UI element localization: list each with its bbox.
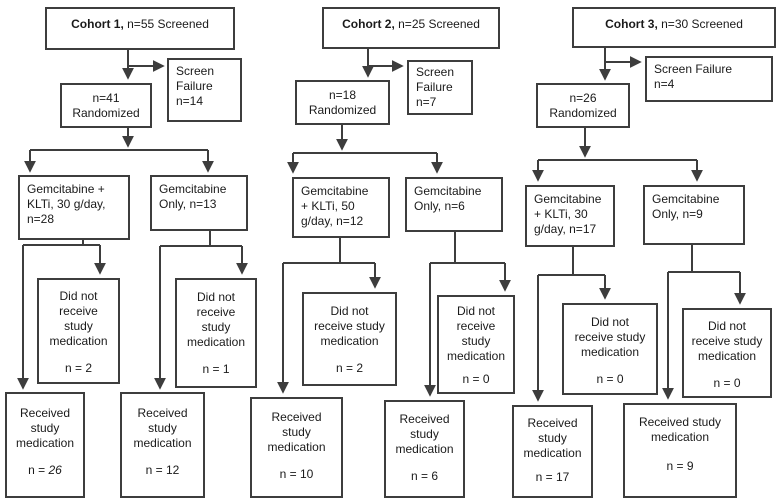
text-line: receive study bbox=[314, 319, 385, 333]
text-line: receive bbox=[59, 304, 98, 318]
text-line: Did not bbox=[590, 315, 630, 329]
text-line: medication bbox=[186, 335, 246, 349]
n-count: n = 12 bbox=[145, 463, 180, 477]
cohort1-screened-box bbox=[45, 7, 235, 50]
n-count: n = 10 bbox=[279, 467, 314, 481]
text-line: g/day, n=17 bbox=[534, 222, 597, 236]
cohort1-randomized-box bbox=[60, 83, 152, 128]
text-line: Gemcitabine bbox=[652, 192, 720, 206]
cohort2-screened-count: n=25 Screened bbox=[394, 17, 480, 31]
cohort1-arm-gem-only-box bbox=[150, 175, 248, 231]
text-line: Did not bbox=[330, 304, 369, 318]
text-line: receive bbox=[196, 305, 236, 319]
text-line: receive study bbox=[574, 330, 646, 344]
cohort3-screened-count: n=30 Screened bbox=[657, 17, 743, 31]
text-line: medication bbox=[133, 436, 192, 450]
text-line: medication bbox=[395, 442, 454, 456]
n-count: n = 6 bbox=[410, 469, 439, 483]
text-line: medication bbox=[15, 436, 75, 450]
cohort2-randomized-box bbox=[295, 80, 390, 125]
text-line: Gemcitabine bbox=[414, 184, 482, 198]
text-line: Received bbox=[271, 410, 322, 424]
text-line: medication bbox=[446, 349, 506, 363]
text-line: medication bbox=[523, 446, 582, 460]
text-line: Did not bbox=[196, 290, 236, 304]
cohort2-label: Cohort 2, bbox=[342, 17, 395, 31]
text-line: Gemcitabine + bbox=[27, 182, 105, 196]
text-line: Received bbox=[19, 406, 71, 420]
text-line: n=41 bbox=[92, 91, 120, 105]
text-line: + KLTi, 50 bbox=[301, 199, 355, 213]
n-count: n = 0 bbox=[713, 376, 741, 390]
text-line: Did not bbox=[59, 289, 98, 303]
text-line: Screen bbox=[416, 65, 455, 79]
text-line: Failure bbox=[176, 79, 213, 93]
cohort1-dosed-klti-box bbox=[5, 392, 85, 498]
n-count: n = 2 bbox=[335, 361, 364, 375]
text-line: Gemcitabine bbox=[301, 184, 369, 198]
n-count: n = 0 bbox=[596, 372, 624, 386]
cohort3-label: Cohort 3, bbox=[605, 17, 658, 31]
n-count: n = 17 bbox=[535, 470, 570, 484]
cohort1-dosed-gem-box bbox=[120, 392, 205, 498]
cohort2-not-dosed-gem-box bbox=[437, 295, 515, 394]
text-line: Received bbox=[137, 406, 188, 420]
n-count: n = 1 bbox=[202, 362, 230, 376]
text-line: Gemcitabine bbox=[534, 192, 602, 206]
text-line: n=28 bbox=[27, 212, 55, 226]
text-line: n=4 bbox=[654, 77, 675, 91]
n-count: n = 2 bbox=[64, 361, 93, 375]
text-line: Failure bbox=[416, 80, 453, 94]
text-line: medication bbox=[650, 430, 710, 444]
cohort3-dosed-klti-box bbox=[512, 405, 593, 498]
cohort1-not-dosed-klti-box bbox=[37, 278, 120, 384]
n-value-italic: 26 bbox=[48, 463, 62, 477]
text-line: n=14 bbox=[176, 94, 204, 108]
cohort3-screened-box bbox=[572, 7, 776, 48]
cohort2-screened-box bbox=[322, 7, 500, 49]
cohort3-dosed-gem-box bbox=[623, 403, 737, 498]
text-line: medication bbox=[697, 349, 757, 363]
cohort2-screen-failure-box bbox=[407, 60, 473, 115]
text-line: study bbox=[201, 320, 231, 334]
cohort3-arm-gem-klti-box bbox=[525, 185, 615, 247]
text-line: Screen bbox=[176, 64, 215, 78]
text-line: Received bbox=[399, 412, 450, 426]
text-line: Randomized bbox=[308, 103, 377, 117]
text-line: + KLTi, 30 bbox=[534, 207, 588, 221]
cohort2-dosed-klti-box bbox=[250, 397, 343, 498]
text-line: Screen Failure bbox=[654, 62, 733, 76]
text-line: study bbox=[282, 425, 311, 439]
text-line: KLTi, 30 g/day, bbox=[27, 197, 106, 211]
text-line: medication bbox=[49, 334, 108, 348]
n-count: n = 9 bbox=[666, 459, 694, 473]
text-line: n=18 bbox=[328, 88, 357, 102]
n-count: n = 0 bbox=[462, 372, 490, 386]
text-line: medication bbox=[267, 440, 326, 454]
text-line: study bbox=[30, 421, 60, 435]
n-count bbox=[9, 463, 81, 478]
text-line: Did not bbox=[707, 319, 747, 333]
n-label: n = bbox=[28, 463, 49, 477]
text-line: study bbox=[538, 431, 567, 445]
cohort2-screened-text bbox=[326, 17, 496, 32]
cohort3-arm-gem-only-box bbox=[643, 185, 745, 245]
cohort3-screen-failure-box bbox=[645, 56, 773, 102]
text-line: Received bbox=[527, 416, 578, 430]
text-line: study bbox=[148, 421, 177, 435]
text-line: receive bbox=[456, 319, 496, 333]
text-line: Only, n=9 bbox=[652, 207, 703, 221]
text-line: Randomized bbox=[72, 106, 140, 120]
cohort1-not-dosed-gem-box bbox=[175, 278, 257, 388]
text-line: Did not bbox=[456, 304, 496, 318]
text-line: Gemcitabine bbox=[159, 182, 227, 196]
text-line: study bbox=[410, 427, 439, 441]
text-line: study bbox=[461, 334, 491, 348]
text-line: n=26 bbox=[569, 91, 597, 105]
cohort1-arm-gem-klti-box bbox=[18, 175, 130, 240]
cohort2-not-dosed-klti-box bbox=[302, 292, 397, 386]
text-line: Only, n=6 bbox=[414, 199, 465, 213]
text-line: receive study bbox=[691, 334, 763, 348]
cohort3-randomized-box bbox=[536, 83, 630, 128]
text-line: g/day, n=12 bbox=[301, 214, 364, 228]
cohort2-arm-gem-only-box bbox=[405, 177, 503, 232]
cohort1-screened-text bbox=[49, 17, 231, 32]
text-line: Only, n=13 bbox=[159, 197, 217, 211]
text-line: Randomized bbox=[549, 106, 617, 120]
text-line: medication bbox=[580, 345, 640, 359]
cohort2-dosed-gem-box bbox=[384, 400, 465, 498]
text-line: medication bbox=[320, 334, 379, 348]
text-line: Received study bbox=[638, 415, 722, 429]
text-line: study bbox=[64, 319, 93, 333]
cohort3-not-dosed-klti-box bbox=[562, 303, 658, 395]
text-line: n=7 bbox=[416, 95, 437, 109]
cohort1-label: Cohort 1, bbox=[71, 17, 124, 31]
cohort1-screened-count: n=55 Screened bbox=[123, 17, 209, 31]
cohort3-screened-text bbox=[576, 17, 772, 32]
cohort2-arm-gem-klti-box bbox=[292, 177, 390, 238]
cohort3-not-dosed-gem-box bbox=[682, 308, 772, 398]
cohort1-screen-failure-box bbox=[167, 58, 242, 122]
